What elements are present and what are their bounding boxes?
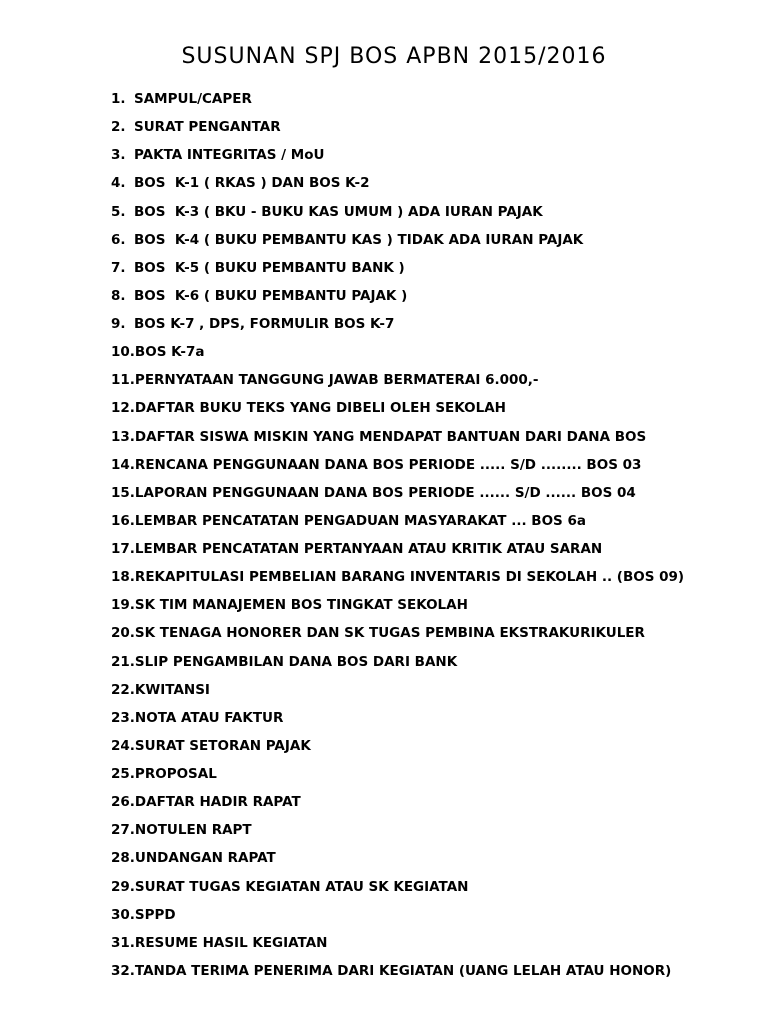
list-item	[111, 650, 684, 678]
list-item	[111, 734, 684, 762]
list-item-number: 13.	[111, 428, 135, 445]
list-item-number: 2.	[111, 119, 126, 136]
list-item-text: UNDANGAN RAPAT	[134, 850, 276, 867]
document-list	[111, 87, 684, 987]
list-item	[111, 706, 684, 734]
list-item-text: BOS K-1 ( RKAS ) DAN BOS K-2	[134, 175, 370, 192]
list-item-text: PERNYATAAN TANGGUNG JAWAB BERMATERAI 6.000,-	[134, 372, 539, 389]
list-item-text: PROPOSAL	[134, 766, 217, 782]
list-item-text: BOS K-5 ( BUKU PEMBANTU BANK )	[134, 259, 405, 276]
list-item	[111, 425, 684, 453]
list-item-number: 15.	[111, 484, 135, 501]
list-item-text: SURAT TUGAS KEGIATAN ATAU SK KEGIATAN	[134, 878, 469, 895]
list-item	[111, 340, 684, 368]
list-item-number: 7.	[111, 259, 126, 276]
list-item-number: 22.	[111, 681, 135, 698]
list-item	[111, 959, 684, 987]
list-item-number: 27.	[111, 822, 135, 839]
list-item-number: 31.	[111, 934, 135, 951]
list-item-text: SURAT SETORAN PAJAK	[134, 737, 311, 754]
list-item-text: KWITANSI	[134, 681, 210, 698]
list-item-text: LEMBAR PENCATATAN PENGADUAN MASYARAKAT ... BOS 6a	[134, 512, 586, 529]
list-item-text: DAFTAR HADIR RAPAT	[134, 794, 301, 811]
list-item-number: 12.	[111, 400, 135, 417]
list-item	[111, 875, 684, 903]
list-item	[111, 481, 684, 509]
list-item-number: 17.	[111, 541, 135, 557]
list-item	[111, 818, 684, 846]
list-item-text: SURAT PENGANTAR	[134, 119, 281, 136]
list-item-number: 19.	[111, 597, 135, 614]
list-item	[111, 171, 684, 199]
list-item-number: 26.	[111, 794, 135, 811]
list-item-text: BOS K-7 , DPS, FORMULIR BOS K-7	[134, 316, 395, 332]
list-item-text: NOTA ATAU FAKTUR	[134, 709, 284, 726]
list-item-number: 16.	[111, 512, 135, 529]
list-item	[111, 200, 684, 228]
list-item	[111, 228, 684, 256]
list-item-text: TANDA TERIMA PENERIMA DARI KEGIATAN (UANG LELAH ATAU HONOR)	[134, 962, 672, 979]
list-item-number: 24.	[111, 737, 135, 754]
list-item	[111, 87, 684, 115]
list-item	[111, 537, 684, 565]
list-item-number: 23.	[111, 709, 135, 726]
list-item-text: BOS K-4 ( BUKU PEMBANTU KAS ) TIDAK ADA IURAN PAJAK	[134, 231, 584, 248]
list-item-number: 18.	[111, 569, 135, 586]
list-item-number: 25.	[111, 766, 135, 782]
list-item	[111, 678, 684, 706]
list-item-number: 28.	[111, 850, 135, 867]
list-item	[111, 368, 684, 396]
list-item	[111, 396, 684, 424]
list-item-number: 21.	[111, 653, 135, 670]
list-item-number: 14.	[111, 456, 135, 473]
list-item	[111, 284, 684, 312]
list-item-number: 8.	[111, 287, 126, 304]
list-item	[111, 593, 684, 621]
list-item-number: 29.	[111, 878, 135, 895]
list-item-number: 1.	[111, 91, 126, 107]
list-item-text: LAPORAN PENGGUNAAN DANA BOS PERIODE ...... S/D ...... BOS 04	[134, 484, 636, 501]
list-item-number: 11.	[111, 372, 135, 389]
list-item-text: BOS K-7a	[134, 344, 205, 361]
list-item	[111, 312, 684, 340]
list-item	[111, 509, 684, 537]
list-item-number: 5.	[111, 203, 126, 220]
list-item-number: 4.	[111, 175, 126, 192]
list-item-text: BOS K-6 ( BUKU PEMBANTU PAJAK )	[134, 287, 408, 304]
document-title: SUSUNAN SPJ BOS APBN 2015/2016	[181, 44, 607, 69]
list-item	[111, 903, 684, 931]
list-item	[111, 256, 684, 284]
list-item-number: 9.	[111, 316, 126, 332]
list-item	[111, 115, 684, 143]
list-item	[111, 931, 684, 959]
list-item-number: 32.	[111, 962, 135, 979]
list-item-number: 3.	[111, 147, 126, 164]
list-item-text: DAFTAR SISWA MISKIN YANG MENDAPAT BANTUAN DARI DANA BOS	[134, 428, 647, 445]
list-item	[111, 621, 684, 649]
list-item-text: BOS K-3 ( BKU - BUKU KAS UMUM ) ADA IURAN PAJAK	[134, 203, 543, 220]
list-item	[111, 790, 684, 818]
list-item-text: REKAPITULASI PEMBELIAN BARANG INVENTARIS DI SEKOLAH .. (BOS 09)	[134, 569, 685, 586]
list-item	[111, 565, 684, 593]
list-item-number: 6.	[111, 231, 126, 248]
list-item-text: LEMBAR PENCATATAN PERTANYAAN ATAU KRITIK ATAU SARAN	[134, 541, 603, 557]
list-item-text: RESUME HASIL KEGIATAN	[134, 934, 328, 951]
list-item	[111, 453, 684, 481]
list-item-text: SK TIM MANAJEMEN BOS TINGKAT SEKOLAH	[134, 597, 468, 614]
list-item-number: 20.	[111, 625, 135, 642]
list-item	[111, 143, 684, 171]
list-item-text: PAKTA INTEGRITAS / MoU	[134, 147, 325, 164]
list-item-text: RENCANA PENGGUNAAN DANA BOS PERIODE ..... S/D ........ BOS 03	[134, 456, 642, 473]
list-item	[111, 846, 684, 874]
list-item-text: SPPD	[134, 906, 176, 923]
list-item-text: SLIP PENGAMBILAN DANA BOS DARI BANK	[134, 653, 458, 670]
list-item-number: 10.	[111, 344, 135, 361]
list-item	[111, 762, 684, 790]
list-item-text: NOTULEN RAPT	[134, 822, 252, 839]
list-item-text: SK TENAGA HONORER DAN SK TUGAS PEMBINA EKSTRAKURIKULER	[134, 625, 645, 642]
list-item-text: DAFTAR BUKU TEKS YANG DIBELI OLEH SEKOLAH	[134, 400, 506, 417]
list-item-number: 30.	[111, 906, 135, 923]
list-item-text: SAMPUL/CAPER	[134, 91, 252, 107]
